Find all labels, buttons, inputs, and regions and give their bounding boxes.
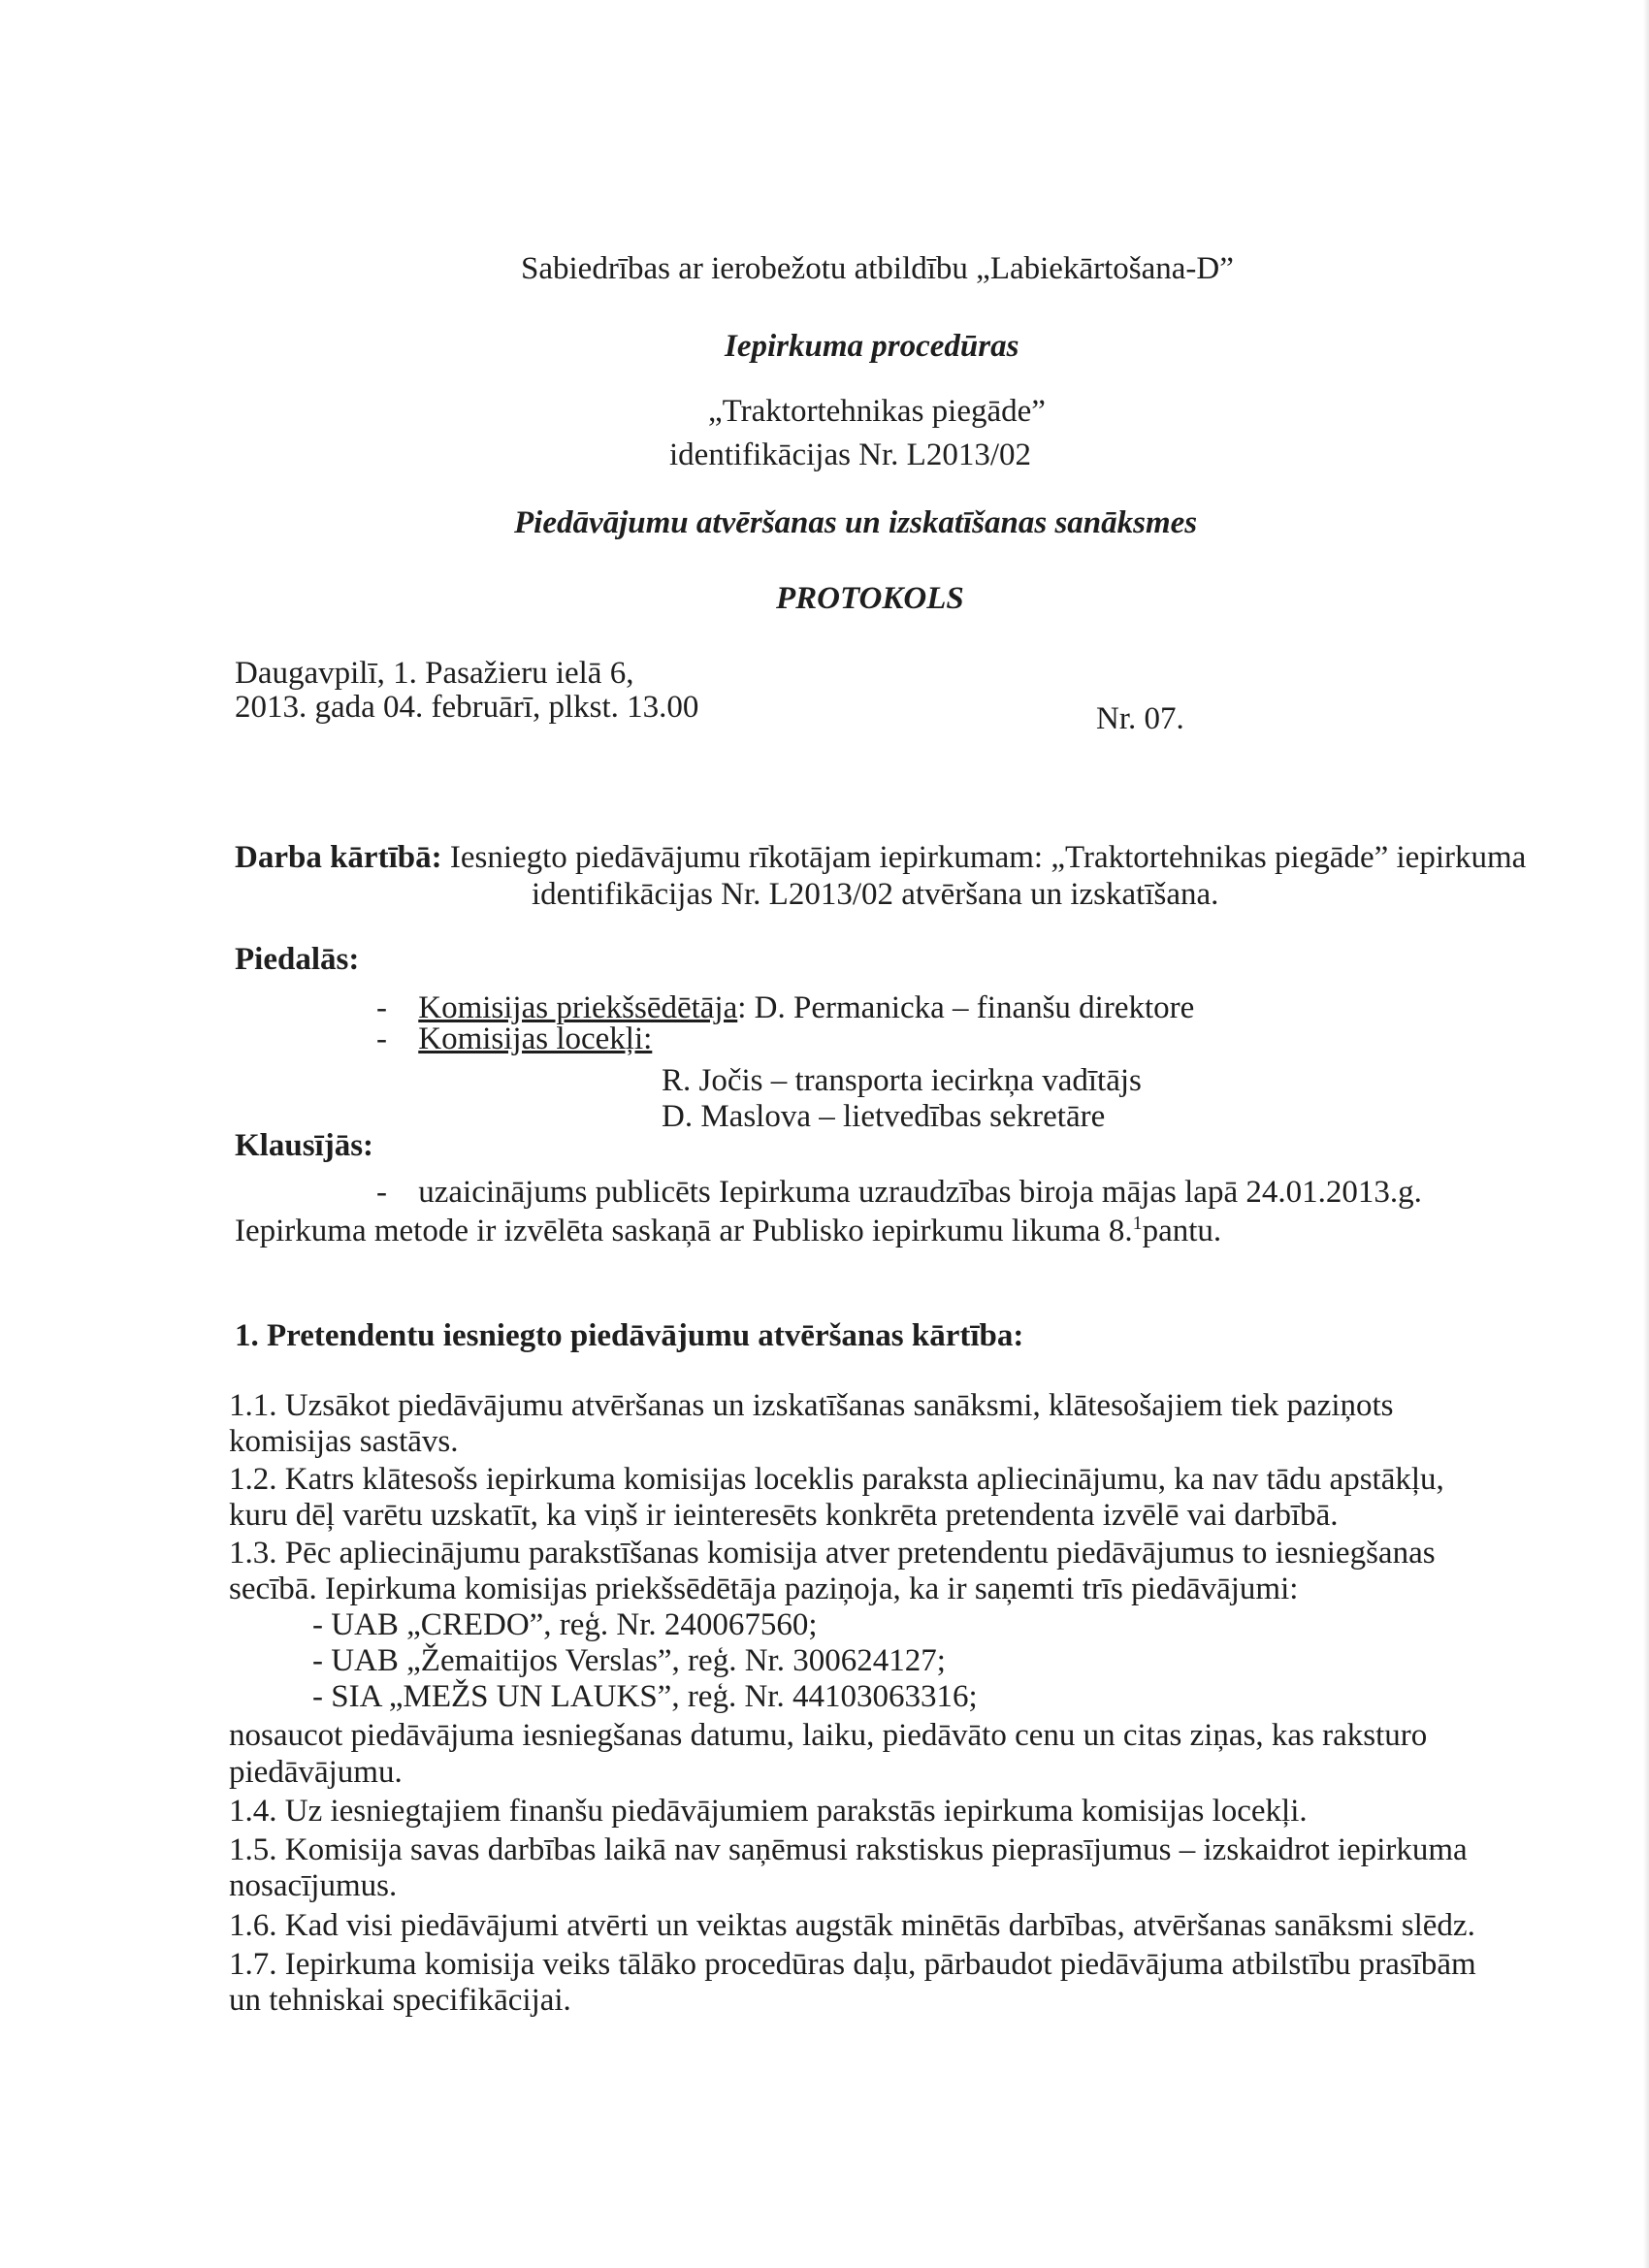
bidder-3: - SIA „MEŽS UN LAUKS”, reģ. Nr. 44103063316; xyxy=(312,1679,978,1714)
para-1-1-line-2: komisijas sastāvs. xyxy=(229,1424,459,1459)
meeting-datetime: 2013. gada 04. februārī, plkst. 13.00 xyxy=(235,690,699,725)
para-1-4: 1.4. Uz iesniegtajiem finanšu piedāvājumiem parakstās iepirkuma komisijas locekļi. xyxy=(229,1794,1308,1829)
protocol-title: PROTOKOLS xyxy=(776,581,964,616)
hearing-item-2 xyxy=(235,1213,1221,1249)
member-2: D. Maslova – lietvedības sekretāre xyxy=(662,1099,1106,1134)
para-1-3-line-2: secībā. Iepirkuma komisijas priekšsēdētāja paziņoja, ka ir saņemti trīs piedāvājumi: xyxy=(229,1571,1299,1606)
procedure-name: „Traktortehnikas piegāde” xyxy=(708,394,1046,429)
superscript: 1 xyxy=(1132,1213,1143,1234)
protocol-number: Nr. 07. xyxy=(1096,701,1184,736)
identification-number: identifikācijas Nr. L2013/02 xyxy=(669,437,1032,472)
members-row xyxy=(376,1021,652,1057)
para-1-3-line-1: 1.3. Pēc apliecinājumu parakstīšanas komisija atver pretendentu piedāvājumus to iesniegšanas xyxy=(229,1536,1436,1571)
hearing-text-2-end: pantu. xyxy=(1142,1214,1222,1248)
chair-value: : D. Permanicka – finanšu direktore xyxy=(737,990,1195,1025)
para-1-7-line-2: un tehniskai specifikācijai. xyxy=(229,1983,571,2018)
participants-label: Piedalās: xyxy=(235,942,360,977)
para-1-5-line-2: nosacījumus. xyxy=(229,1868,398,1903)
location-address: Daugavpilī, 1. Pasažieru ielā 6, xyxy=(235,656,634,691)
para-1-2-line-2: kuru dēļ varētu uzskatīt, ka viņš ir ieinteresēts konkrēta pretendenta izvēlē vai darbībā. xyxy=(229,1498,1339,1533)
company-name: Sabiedrības ar ierobežotu atbildību „Labiekārtošana-D” xyxy=(521,251,1234,286)
section-1-heading: 1. Pretendentu iesniegto piedāvājumu atvēršanas kārtība: xyxy=(235,1318,1024,1353)
bidder-2: - UAB „Žemaitijos Verslas”, reģ. Nr. 300624127; xyxy=(312,1643,946,1678)
hearing-label: Klausījās: xyxy=(235,1128,374,1163)
agenda-line-2: identifikācijas Nr. L2013/02 atvēršana un izskatīšana. xyxy=(532,877,1219,912)
procedure-title: Iepirkuma procedūras xyxy=(725,329,1019,364)
hearing-text-2: Iepirkuma metode ir izvēlēta saskaņā ar Publisko iepirkumu likuma 8. xyxy=(235,1214,1133,1248)
agenda-text-1: Iesniegto piedāvājumu rīkotājam iepirkumam: „Traktortehnikas piegāde” iepirkuma xyxy=(449,840,1527,875)
para-1-3-line-3: nosaucot piedāvājuma iesniegšanas datumu, laiku, piedāvāto cenu un citas ziņas, kas raksturo xyxy=(229,1718,1428,1753)
para-1-6: 1.6. Kad visi piedāvājumi atvērti un veiktas augstāk minētās darbības, atvēršanas sanāksmi slēdz. xyxy=(229,1908,1475,1943)
hearing-item-1 xyxy=(376,1174,1422,1211)
meeting-title: Piedāvājumu atvēršanas un izskatīšanas sanāksmes xyxy=(514,505,1198,540)
agenda-label: Darba kārtībā: xyxy=(235,840,442,875)
para-1-1-line-1: 1.1. Uzsākot piedāvājumu atvēršanas un izskatīšanas sanāksmi, klātesošajiem tiek paziņots xyxy=(229,1388,1394,1423)
dash-bullet: - xyxy=(376,1021,387,1056)
agenda-line-1 xyxy=(235,839,1526,876)
members-label: Komisijas locekļi: xyxy=(418,1021,653,1056)
hearing-text-1: uzaicinājums publicēts Iepirkuma uzraudzības biroja mājas lapā 24.01.2013.g. xyxy=(418,1175,1422,1210)
para-1-2-line-1: 1.2. Katrs klātesošs iepirkuma komisijas loceklis paraksta apliecinājumu, ka nav tādu apstākļu, xyxy=(229,1462,1444,1497)
member-1: R. Jočis – transporta iecirkņa vadītājs xyxy=(662,1063,1142,1098)
para-1-5-line-1: 1.5. Komisija savas darbības laikā nav saņēmusi rakstiskus pieprasījumus – izskaidrot iepirkuma xyxy=(229,1832,1468,1867)
dash-bullet: - xyxy=(376,1175,387,1210)
bidder-1: - UAB „CREDO”, reģ. Nr. 240067560; xyxy=(312,1607,818,1642)
para-1-7-line-1: 1.7. Iepirkuma komisija veiks tālāko procedūras daļu, pārbaudot piedāvājuma atbilstību prasībām xyxy=(229,1947,1476,1982)
dash-bullet: - xyxy=(376,990,387,1025)
para-1-3-line-4: piedāvājumu. xyxy=(229,1755,403,1790)
scan-edge-shadow xyxy=(1643,0,1649,2268)
chair-label: Komisijas priekšsēdētāja xyxy=(418,990,738,1025)
